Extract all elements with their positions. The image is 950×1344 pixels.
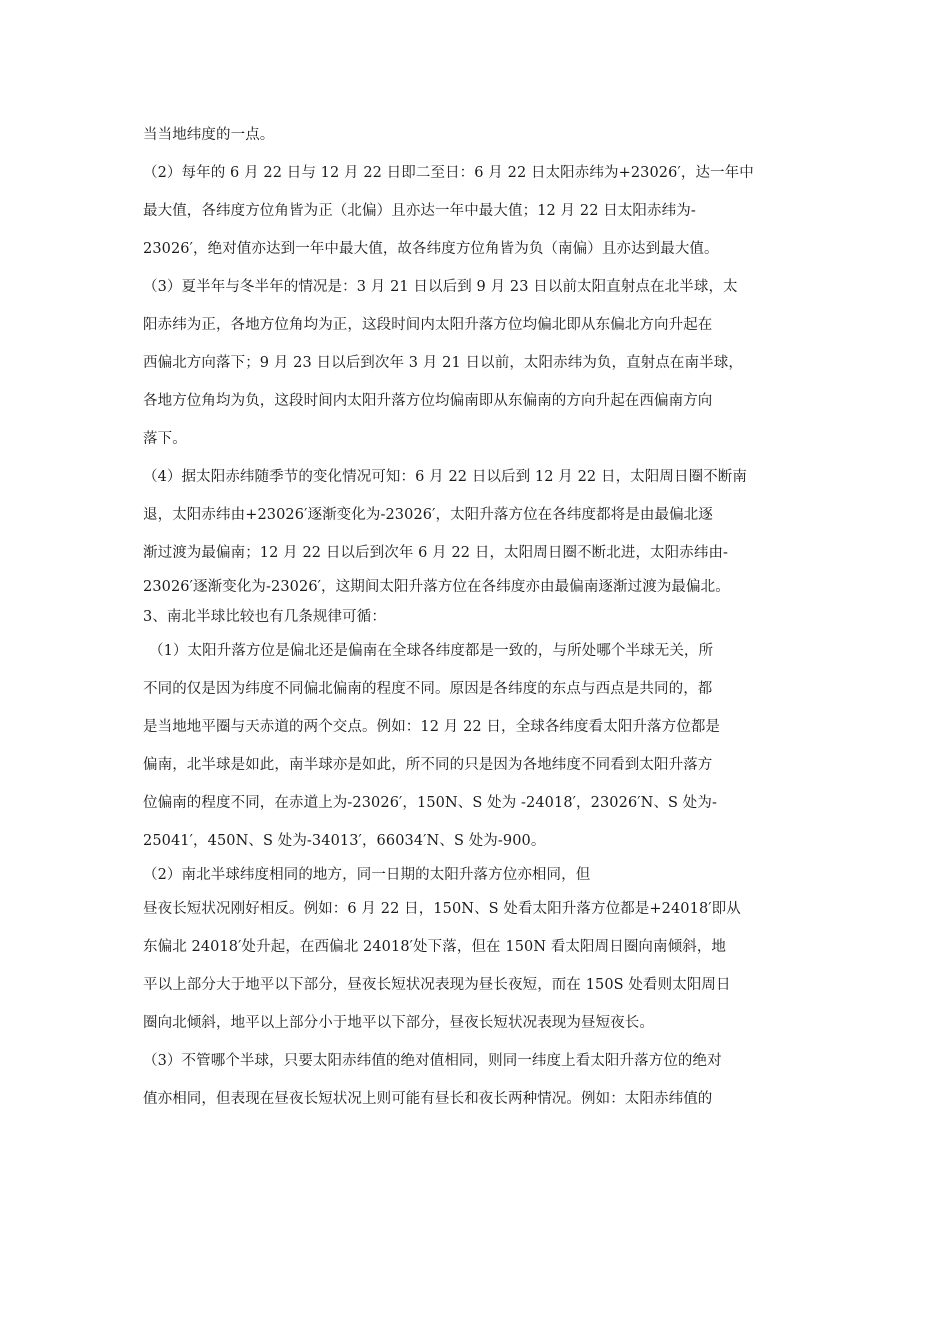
- text-line: 位偏南的程度不同，在赤道上为-23026′，150N、S 处为 -24018′，23026′N、S 处为-: [143, 795, 717, 811]
- text-line: （1）太阳升落方位是偏北还是偏南在全球各纬度都是一致的，与所处哪个半球无关，所: [149, 643, 714, 659]
- text-line: 渐过渡为最偏南；12 月 22 日以后到次年 6 月 22 日，太阳周日圈不断北进，太阳赤纬由-: [143, 545, 729, 561]
- text-line: 不同的仅是因为纬度不同偏北偏南的程度不同。原因是各纬度的东点与西点是共同的，都: [143, 681, 713, 697]
- text-line: 退，太阳赤纬由+23026′逐渐变化为-23026′，太阳升落方位在各纬度都将是由最偏北逐: [143, 507, 713, 523]
- text-line: 阳赤纬为正，各地方位角均为正，这段时间内太阳升落方位均偏北即从东偏北方向升起在: [143, 317, 713, 333]
- text-line: （2）南北半球纬度相同的地方，同一日期的太阳升落方位亦相同，但: [143, 867, 591, 883]
- text-line: 当当地纬度的一点。: [143, 127, 275, 143]
- text-line: 平以上部分大于地平以下部分，昼夜长短状况表现为昼长夜短，而在 150S 处看则太阳周日: [143, 977, 731, 993]
- text-line: 各地方位角均为负，这段时间内太阳升落方位均偏南即从东偏南的方向升起在西偏南方向: [143, 393, 713, 409]
- text-line: （4）据太阳赤纬随季节的变化情况可知：6 月 22 日以后到 12 月 22 日，太阳周日圈不断南: [143, 469, 747, 485]
- text-line: 25041′，450N、S 处为-34013′，66034′N、S 处为-900。: [143, 833, 546, 849]
- text-line: 偏南，北半球是如此，南半球亦是如此，所不同的只是因为各地纬度不同看到太阳升落方: [143, 757, 713, 773]
- text-line: （3）夏半年与冬半年的情况是：3 月 21 日以后到 9 月 23 日以前太阳直射点在北半球，太: [143, 279, 738, 295]
- text-line: 是当地地平圈与天赤道的两个交点。例如：12 月 22 日，全球各纬度看太阳升落方位都是: [143, 719, 721, 735]
- text-line: 23026′逐渐变化为-23026′，这期间太阳升落方位在各纬度亦由最偏南逐渐过渡为最偏北。: [143, 579, 730, 595]
- text-line: 值亦相同，但表现在昼夜长短状况上则可能有昼长和夜长两种情况。例如：太阳赤纬值的: [143, 1091, 713, 1107]
- text-line: 昼夜长短状况刚好相反。例如：6 月 22 日，150N、S 处看太阳升落方位都是+24018′即从: [143, 901, 741, 917]
- body-text: [143, 116, 809, 1118]
- text-line: 最大值，各纬度方位角皆为正（北偏）且亦达一年中最大值；12 月 22 日太阳赤纬为-: [143, 203, 696, 219]
- text-line: 落下。: [143, 431, 187, 447]
- text-line: 西偏北方向落下；9 月 23 日以后到次年 3 月 21 日以前，太阳赤纬为负，直射点在南半球，: [143, 355, 743, 371]
- text-line: （3）不管哪个半球，只要太阳赤纬值的绝对值相同，则同一纬度上看太阳升落方位的绝对: [143, 1053, 722, 1069]
- text-line: 东偏北 24018′处升起，在西偏北 24018′处下落，但在 150N 看太阳周日圈向南倾斜，地: [143, 939, 727, 955]
- text-line: 23026′，绝对值亦达到一年中最大值，故各纬度方位角皆为负（南偏）且亦达到最大值。: [143, 241, 719, 257]
- text-line: 圈向北倾斜，地平以上部分小于地平以下部分，昼夜长短状况表现为昼短夜长。: [143, 1015, 654, 1031]
- section-heading: 3、南北半球比较也有几条规律可循：: [143, 609, 386, 625]
- text-line: （2）每年的 6 月 22 日与 12 月 22 日即二至日：6 月 22 日太阳赤纬为+23026′，达一年中: [143, 165, 754, 181]
